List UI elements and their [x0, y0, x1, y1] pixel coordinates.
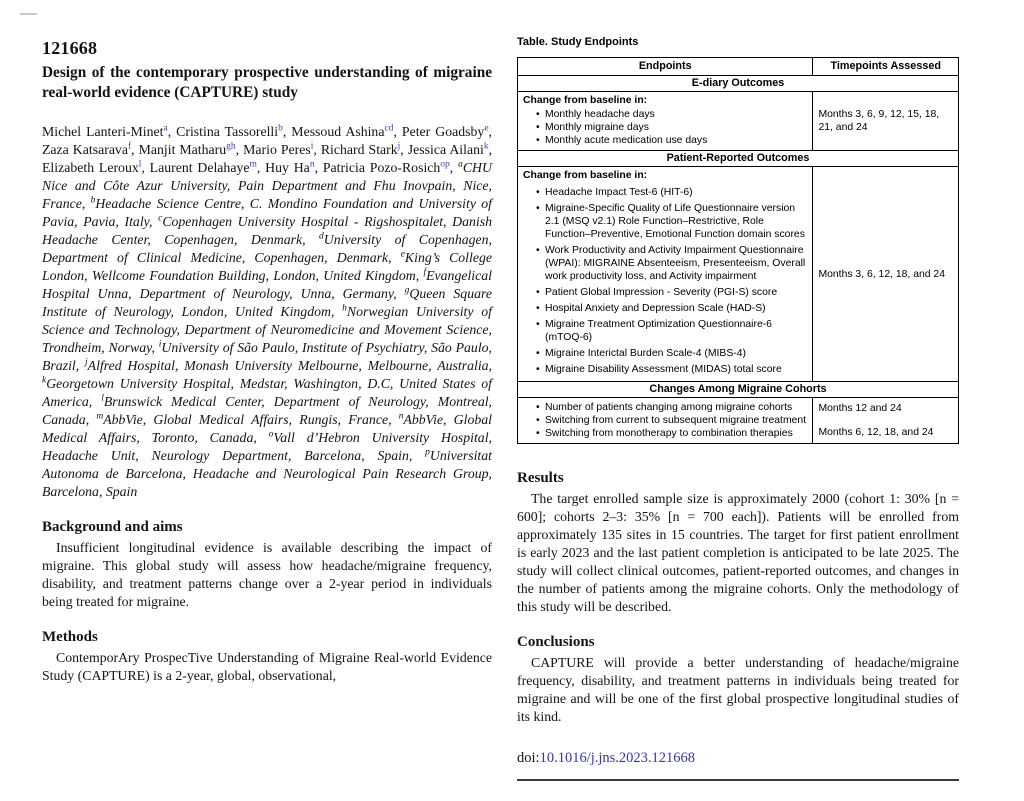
author-affiliation-superscript: n [309, 159, 315, 170]
paper-id: 121668 [42, 38, 98, 58]
endpoint-bullet: • Headache Impact Test-6 (HIT-6) [536, 186, 807, 199]
table-section-row [518, 382, 959, 398]
endpoint-bullet: • Switching from monotherapy to combination therapies [536, 427, 807, 440]
table-section-header: Changes Among Migraine Cohorts [518, 382, 959, 398]
affiliation-text: Queen Square Institute of Neurology, London, United Kingdom, [42, 286, 492, 320]
table-section-header: E-diary Outcomes [518, 76, 959, 92]
doi-line [517, 750, 959, 767]
affiliation-text: Alfred Hospital, Monash University Melbourne, Melbourne, Australia, [87, 358, 492, 374]
conclusions-paragraph: CAPTURE will provide a better understanding of headache/migraine frequency, disability, and treatment patterns in individuals being treated for migraine and will be one of the first global prospective longitudinal studies of its kind. [517, 655, 959, 724]
affiliation-text: Copenhagen University Hospital - Rigshospitalet, Danish Headache Center, Copenhagen, Denmark, [42, 214, 492, 248]
endpoints-lead: Change from baseline in: [523, 170, 648, 181]
authors-affiliations: Michel Lanteri-Minet$^a$, Cristina Tassorelli$^b$, Messoud Ashina$^{cd}$, Peter Goadsby$^e$, Zaza Katsarava$^f$, Manjit Matharu$^{gh}$, Mario Peres$^i$, Richard Stark$^j$, Jessica Ailani$^k$, Elizabeth Leroux$^l$, Laurent Delahaye$^m$, Huy Ha$^n$, Patricia Pozo-Rosich$^{op}$, $^a$CHU Nice and Côte Azur University, Pain Department and Fhu Inovpain, Nice, France, $^b$Headache Science Centre, C. Mondino Foundation and University of Pavia, Pavia, Italy, $^c$Copenhagen University Hospital - Rigshospitalet, Danish Headache Center, Copenhagen, Denmark, $^d$University of Copenhagen, Department of Clinical Medicine, Copenhagen, Denmark, $^e$King’s College London, Wellcome Foundation Building, London, United Kingdom, $^f$Evangelical Hospital Unna, Department of Neurology, Unna, Germany, $^g$Queen Square Institute of Neurology, London, United Kingdom, $^h$Norwegian University of Science and Technology, Department of Neuromedicine and Movement Science, Trondheim, Norway, $^i$University of São Paulo, Institute of Psychiatry, São Paulo, Brazil, $^j$Alfred Hospital, Monash University Melbourne, Melbourne, Australia, $^k$Georgetown University Hospital, Medstar, Washington, D.C, United States of America, $^l$Brunswick Medical Center, Department of Neurology, Montreal, Canada, $^m$AbbVie, Global Medical Affairs, Rungis, France, $^n$AbbVie, Global Medical Affairs, Toronto, Canada, $^o$Vall d’Hebron University Hospital, Headache Unit, Neurology Department, Barcelona, Spain, $^p$Universitat Autonoma de Barcelona, Headache and Neurological Pain Research Group, Barcelona, Spain [42, 123, 493, 500]
affiliation-text: AbbVie, Global Medical Affairs, Rungis, France, [103, 412, 399, 428]
author-affiliation-superscript: m [249, 159, 257, 170]
affiliation-letter: g [404, 285, 410, 296]
author-affiliation-superscript: l [138, 159, 142, 170]
affiliation-letter: p [425, 447, 430, 458]
endpoints-cell [518, 92, 813, 151]
paper-title: Design of the contemporary prospective understanding of migraine real-world evidence (CAPTURE) study [42, 64, 492, 102]
endpoint-bullet: • Migraine Disability Assessment (MIDAS) total score [536, 363, 807, 376]
author-affiliation-superscript: f [127, 141, 132, 152]
affiliation-letter: j [85, 357, 88, 368]
author-affiliation-superscript: b [278, 123, 283, 134]
doi-label: doi: [517, 750, 540, 766]
doi-link[interactable]: 10.1016/j.jns.2023.121668 [539, 750, 696, 766]
affiliation-letter: d [319, 231, 324, 242]
timepoints-cell [813, 398, 959, 444]
bottom-rule [517, 779, 959, 781]
affiliation-text: Headache Science Centre, C. Mondino Foundation and University of Pavia, Pavia, Italy, [42, 196, 492, 230]
author-affiliation-superscript: e [484, 123, 489, 134]
results-heading: Results [517, 470, 564, 486]
affiliation-letter: f [423, 267, 427, 278]
endpoint-bullet: • Monthly migraine days [536, 121, 807, 134]
background-heading: Background and aims [42, 519, 183, 536]
author-affiliation-superscript: k [483, 141, 489, 152]
affiliation-letter: c [158, 213, 163, 224]
methods-paragraph: ContemporAry ProspecTive Understanding of Migraine Real-world Evidence Study (CAPTURE) is a 2-year, global, observational, [42, 650, 492, 684]
endpoint-bullet: • Switching from current to subsequent migraine treatment [536, 414, 807, 427]
endpoints-table-body [518, 58, 959, 444]
endpoint-bullet: • Number of patients changing among migraine cohorts [536, 401, 807, 414]
methods-heading: Methods [42, 629, 98, 646]
endpoint-bullet: • Migraine Interictal Burden Scale-4 (MIBS-4) [536, 347, 807, 360]
timepoints-cell: Months 3, 6, 9, 12, 15, 18, 21, and 24 [813, 92, 959, 151]
timepoints-cell: Months 3, 6, 12, 18, and 24 [813, 167, 959, 382]
background-paragraph: Insufficient longitudinal evidence is available describing the impact of migraine. This global study will assess how headache/migraine frequency, disability, and treatment patterns change over a 2-year period in individuals being treated for migraine. [42, 540, 492, 610]
affiliation-letter: m [96, 411, 104, 422]
table-column-header: Timepoints Assessed [813, 58, 959, 76]
endpoint-bullet: • Migraine-Specific Quality of Life Questionnaire version 2.1 (MSQ v2.1) Role Function–Restrictive, Role Function–Preventive, Emotional Function domain scores [536, 202, 807, 241]
affiliation-letter: h [342, 303, 347, 314]
affiliation-letter: e [400, 249, 405, 260]
results-paragraph: The target enrolled sample size is approximately 2000 (cohort 1: 30% [n = 600]; cohorts 2–3: 35% [n = 700 each]). Patients will be enrolled from approximately 135 sites in 15 countries. The target for first patient enrollment is early 2023 and the last patient completion is anticipated to be late 2025. The study will collect clinical outcomes, patient-reported outcomes, and changes in the number of patients among the migraine cohorts. Only the methodology of this study will be described. [517, 491, 959, 614]
page-corner-dash [20, 13, 37, 15]
conclusions-heading: Conclusions [517, 634, 595, 650]
author-affiliation-superscript: gh [226, 141, 236, 152]
right-column [517, 36, 959, 781]
author-affiliation-superscript: j [397, 141, 401, 152]
table-row [518, 398, 959, 444]
affiliation-letter: n [398, 411, 404, 422]
affiliation-letter: i [158, 339, 162, 350]
author-affiliation-superscript: a [163, 123, 168, 134]
endpoint-bullet: • Monthly acute medication use days [536, 134, 807, 147]
table-column-header: Endpoints [518, 58, 813, 76]
affiliation-letter: o [268, 429, 274, 440]
affiliation-letter: k [42, 375, 47, 386]
affiliation-letter: a [458, 159, 463, 170]
affiliation-text: CHU Nice and Côte Azur University, Pain Department and Fhu Inovpain, Nice, France, [42, 160, 492, 212]
affiliation-letter: l [101, 393, 104, 404]
affiliation-text: University of Copenhagen, Department of Clinical Medicine, Copenhagen, Denmark, [42, 232, 492, 266]
table-caption: Table. Study Endpoints [517, 36, 639, 48]
endpoints-cell [518, 398, 813, 444]
left-column [42, 38, 492, 685]
affiliation-text: Norwegian University of Science and Technology, Department of Neuromedicine and Movement Science, Trondheim, Norway, [42, 304, 492, 356]
endpoint-bullet: • Patient Global Impression - Severity (PGI-S) score [536, 286, 807, 299]
affiliation-text: Brunswick Medical Center, Department of Neurology, Montreal, Canada, [42, 394, 493, 428]
table-row [518, 92, 959, 151]
endpoint-bullet: • Monthly headache days [536, 108, 807, 121]
author-affiliation-superscript: i [310, 141, 314, 152]
author-affiliation-superscript: op [440, 159, 450, 170]
author-affiliation-superscript: cd [384, 123, 394, 134]
affiliation-text: Evangelical Hospital Unna, Department of Neurology, Unna, Germany, [42, 268, 492, 302]
endpoints-table [517, 57, 959, 444]
affiliation-text: AbbVie, Global Medical Affairs, Toronto, Canada, [42, 412, 492, 446]
timepoints-value: Months 6, 12, 18, and 24 [818, 427, 934, 438]
timepoints-value: Months 12 and 24 [818, 403, 902, 414]
affiliation-text: Universitat Autonoma de Barcelona, Headache and Neurological Pain Research Group, Barcelona, Spain [42, 448, 492, 500]
table-section-row [518, 151, 959, 167]
table-section-row [518, 76, 959, 92]
affiliation-text: King’s College London, Wellcome Foundation Building, London, United Kingdom, [42, 250, 492, 284]
endpoint-bullet: • Migraine Treatment Optimization Questionnaire-6 (mTOQ-6) [536, 318, 807, 344]
affiliation-text: Vall d’Hebron University Hospital, Headache Unit, Neurology Department, Barcelona, Spain, [42, 430, 492, 464]
endpoint-bullet: • Work Productivity and Activity Impairment Questionnaire (WPAI): MIGRAINE Absenteeism, Presenteeism, Overall work productivity loss, and Activity impairment [536, 244, 807, 283]
table-section-header: Patient-Reported Outcomes [518, 151, 959, 167]
table-header-row [518, 58, 959, 76]
affiliation-text: Georgetown University Hospital, Medstar, Washington, D.C, United States of America, [42, 376, 492, 410]
endpoint-bullet: • Hospital Anxiety and Depression Scale (HAD-S) [536, 302, 807, 315]
affiliation-text: University of São Paulo, Institute of Psychiatry, São Paulo, Brazil, [42, 340, 493, 374]
affiliation-letter: b [90, 195, 96, 206]
table-row [518, 167, 959, 382]
endpoints-cell [518, 167, 813, 382]
endpoints-lead: Change from baseline in: [523, 95, 648, 106]
